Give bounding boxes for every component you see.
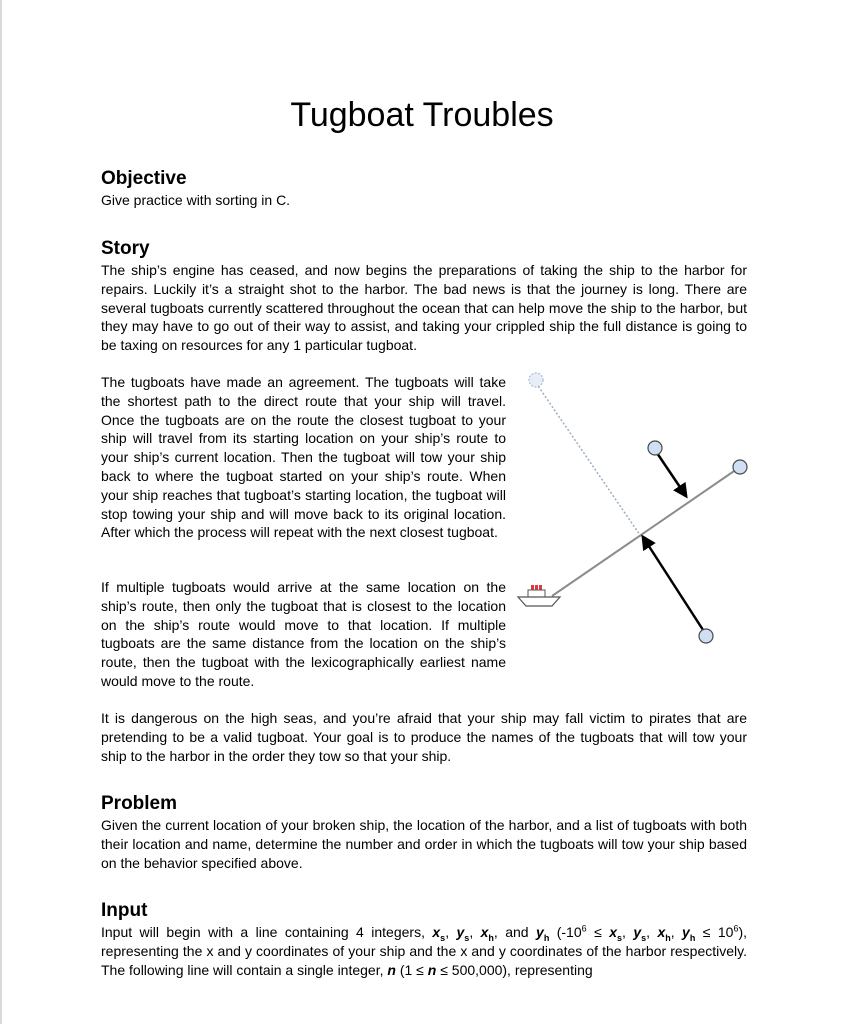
- harbor-node-icon: [733, 460, 747, 474]
- objective-heading: Objective: [101, 168, 187, 189]
- story-paragraph-2: The tugboats have made an agreement. The tugboats will take the shortest path to the direct route that your ship will travel. Once the tugboats are on the route the closest tugboat to your ship will travel from its starting location on your ship’s route to your ship’s current location. Then the tugboat will tow your ship back to where the tugboat started on your ship’s route. When your ship reaches that tugboat’s starting location, the tugboat will stop towing your ship and will move back to its original location. After which the process will repeat with the next closest tugboat.: [101, 374, 506, 541]
- input-heading: Input: [101, 900, 148, 921]
- lower-tug-arrow: [643, 537, 705, 633]
- problem-text: Given the current location of your broken ship, the location of the harbor, and a list of tugboats with both their location and name, determine the number and order in which the tugboats will tow your ship based on the behavior specified above.: [101, 817, 747, 871]
- upper-tugboat-node-icon: [648, 441, 662, 455]
- page-title: Tugboat Troubles: [290, 96, 554, 134]
- tugboat-route-diagram: [512, 366, 762, 656]
- dotted-tug-path: [536, 383, 642, 538]
- upper-tug-arrow: [657, 453, 686, 496]
- story-paragraph-4: It is dangerous on the high seas, and you’re afraid that your ship may fall victim to pirates that are pretending to be a valid tugboat. Your goal is to produce the names of the tugboats that will tow your ship to the harbor in the order they tow so that your ship.: [101, 710, 747, 764]
- lower-tugboat-node-icon: [699, 629, 713, 643]
- faded-tugboat-node-icon: [529, 373, 543, 387]
- input-text: Input will begin with a line containing 4 integers, $x_s$, $y_s$, $x_h$, and $y_h$ ($-10^6 \le x_s$, $y_s$, $x_h$, $y_h \le 10^6$), representing the x and y coordinates of your ship and the x and y coordinates of the harbor respectively. The following line will contain a single integer, n (1 ≤ n ≤ 500,000), representing: [101, 923, 748, 978]
- page-edge: [0, 0, 2, 1024]
- story-heading: Story: [101, 238, 150, 259]
- story-paragraph-3: If multiple tugboats would arrive at the same location on the ship’s route, then only the tugboat that is closest to the location on the ship’s route would move to that location. If multiple tugboats are the same distance from the location on the ship’s route, then the tugboat with the lexicographically earliest name would move to the route.: [101, 579, 506, 689]
- problem-heading: Problem: [101, 793, 178, 814]
- story-paragraph-1: The ship’s engine has ceased, and now begins the preparations of taking the ship to the harbor for repairs. Luckily it’s a straight shot to the harbor. The bad news is that the journey is long. There are several tugboats currently scattered throughout the ocean that can help move the ship to the harbor, but they may have to go out of their way to assist, and taking your crippled ship the full distance is going to be taxing on resources for any 1 particular tugboat.: [101, 262, 747, 354]
- objective-text: Give practice with sorting in C.: [101, 192, 291, 208]
- ship-route-line: [552, 467, 740, 596]
